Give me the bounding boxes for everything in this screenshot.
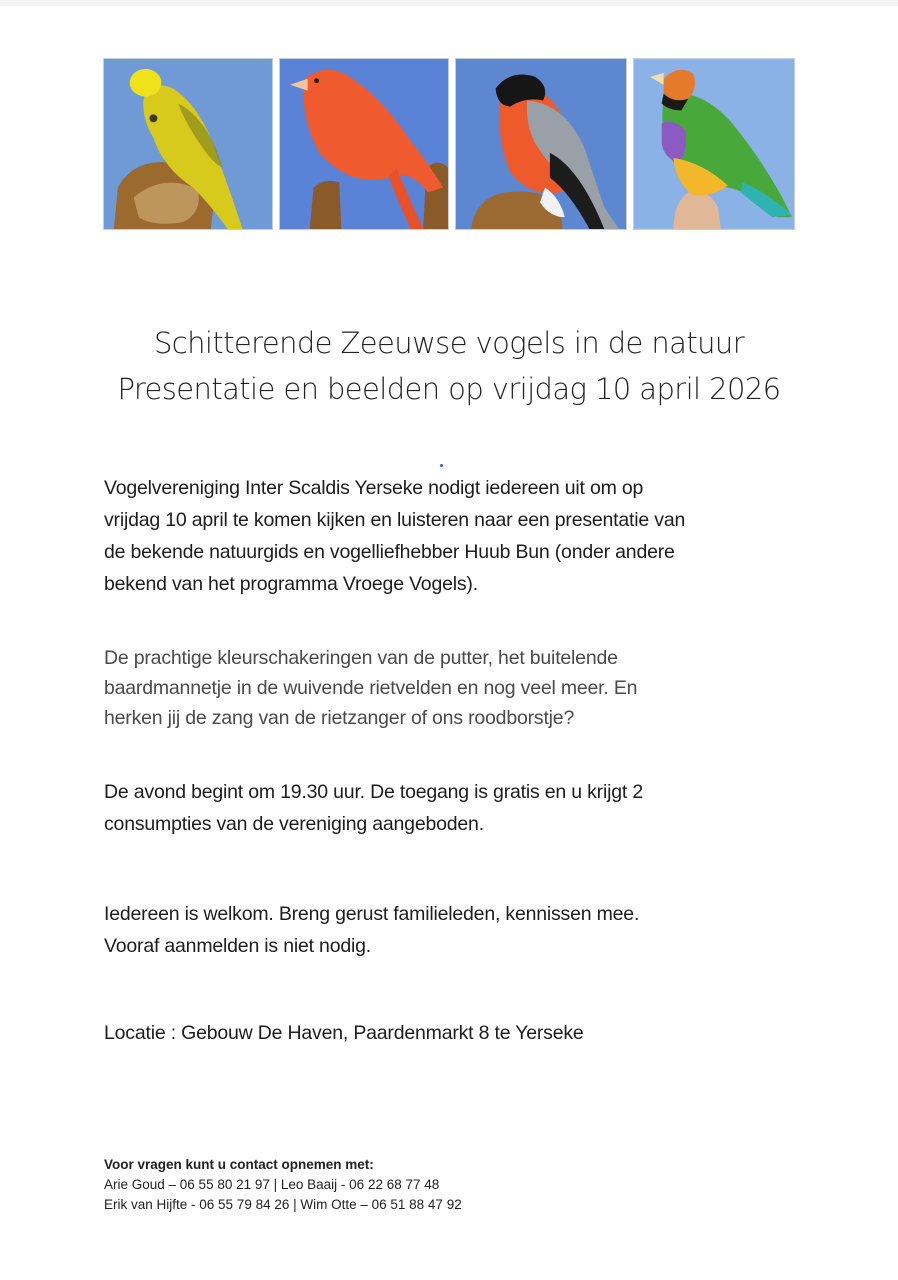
- paragraph-line: Iedereen is welkom. Breng gerust familieleden, kennissen mee.: [104, 903, 640, 925]
- photo-red-canary: [279, 58, 449, 230]
- contact-heading: Voor vragen kunt u contact opnemen met:: [104, 1157, 374, 1172]
- location-text: Locatie : Gebouw De Haven, Paardenmarkt 8 te Yerseke: [104, 1022, 584, 1044]
- paragraph-line: De prachtige kleurschakeringen van de putter, het buitelende: [104, 647, 618, 669]
- paragraph-line: Vogelvereniging Inter Scaldis Yerseke nodigt iedereen uit om op: [104, 477, 644, 499]
- budgerigar-image: [104, 59, 272, 229]
- paragraph-line: bekend van het programma Vroege Vogels).: [104, 573, 478, 595]
- photo-yellow-budgerigar: [103, 58, 273, 230]
- bird-photo-strip: [103, 58, 801, 231]
- title-line-1: Schitterende Zeeuwse vogels in de natuur: [153, 326, 745, 360]
- contact-block: [104, 1155, 462, 1215]
- paragraph-line: consumpties van de vereniging aangeboden.: [104, 813, 484, 835]
- paragraph-location: [104, 1017, 804, 1049]
- paragraph-line: Vooraf aanmelden is niet nodig.: [104, 935, 371, 957]
- title-line-2: Presentatie en beelden op vrijdag 10 april 2026: [117, 372, 781, 406]
- bullfinch-image: [456, 59, 626, 229]
- paragraph-bird-colors: [104, 643, 804, 733]
- photo-gouldian-finch: [633, 58, 795, 230]
- canary-image: [280, 59, 448, 229]
- page-top-edge: [0, 0, 898, 6]
- paragraph-line: De avond begint om 19.30 uur. De toegang is gratis en u krijgt 2: [104, 781, 643, 803]
- paragraph-evening-info: [104, 776, 804, 840]
- paragraph-line: de bekende natuurgids en vogelliefhebber Huub Bun (onder andere: [104, 541, 675, 563]
- contact-line: Erik van Hijfte - 06 55 79 84 26 | Wim Otte – 06 51 88 47 92: [104, 1197, 462, 1212]
- paragraph-welcome: [104, 898, 804, 962]
- stray-dot: [440, 464, 443, 467]
- paragraph-line: vrijdag 10 april te komen kijken en luisteren naar een presentatie van: [104, 509, 686, 531]
- paragraph-intro: [104, 472, 804, 600]
- photo-bullfinch: [455, 58, 627, 230]
- contact-line: Arie Goud – 06 55 80 21 97 | Leo Baaij - 06 22 68 77 48: [104, 1177, 440, 1192]
- paragraph-line: herken jij de zang van de rietzanger of ons roodborstje?: [104, 707, 575, 729]
- gouldian-finch-image: [634, 59, 794, 229]
- paragraph-line: baardmannetje in de wuivende rietvelden en nog veel meer. En: [104, 677, 638, 699]
